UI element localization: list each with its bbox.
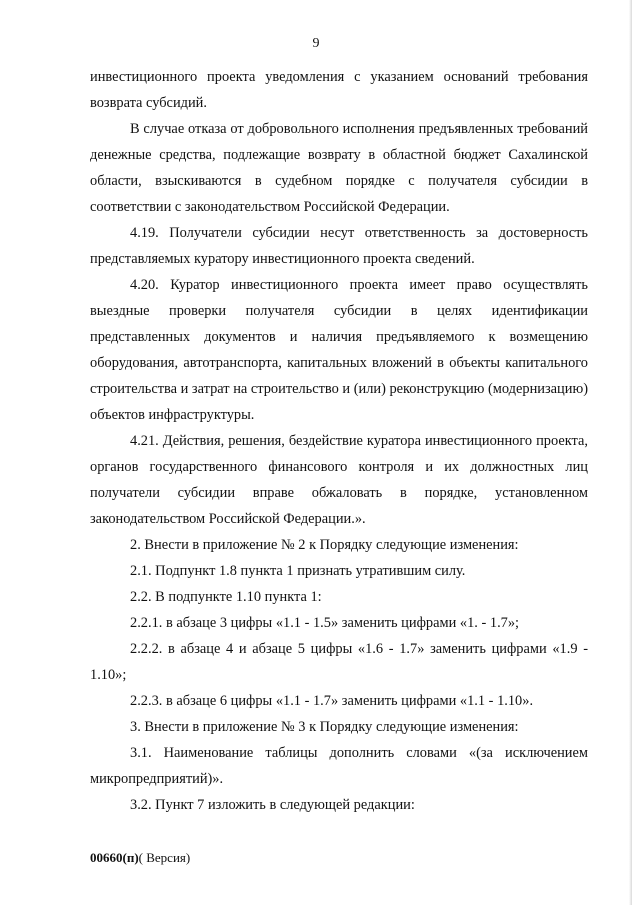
page-number: 9 <box>312 36 320 51</box>
paragraph: 3.2. Пункт 7 изложить в следующей редакции: <box>130 797 415 813</box>
paragraph: 4.20. Куратор инвестиционного проекта имеет право осуществлять выездные проверки получателя субсидии в целях идентификации представленных документов и наличия предъявляемого к возмещению оборудования, автотранспорта, капитальных вложений в объекты капитального строительства и затрат на строительство и (или) реконструкцию (модернизацию) объектов инфраструктуры. <box>90 277 589 423</box>
paragraph: 4.19. Получатели субсидии несут ответственность за достоверность представляемых куратору инвестиционного проекта сведений. <box>90 225 588 267</box>
paragraph: 2.2.1. в абзаце 3 цифры «1.1 - 1.5» заменить цифрами «1. - 1.7»; <box>130 615 520 631</box>
footer-code: 00660(п) <box>90 850 139 865</box>
paragraph: 2.2.3. в абзаце 6 цифры «1.1 - 1.7» заменить цифрами «1.1 - 1.10». <box>130 693 534 709</box>
document-body <box>90 64 588 818</box>
paragraph: 2.1. Подпункт 1.8 пункта 1 признать утратившим силу. <box>130 563 466 579</box>
paragraph: 3. Внести в приложение № 3 к Порядку следующие изменения: <box>130 719 519 735</box>
paragraph: 2.2. В подпункте 1.10 пункта 1: <box>130 589 322 605</box>
paragraph: 2.2.2. в абзаце 4 и абзаце 5 цифры «1.6 - 1.7» заменить цифрами «1.9 - 1.10»; <box>90 641 588 683</box>
paragraph: 2. Внести в приложение № 2 к Порядку следующие изменения: <box>130 537 519 553</box>
paragraph: инвестиционного проекта уведомления с указанием оснований требования возврата субсидий. <box>90 69 588 111</box>
footer-version: ( Версия) <box>138 850 191 865</box>
footer-document-code <box>90 850 190 866</box>
paragraph: В случае отказа от добровольного исполнения предъявленных требований денежные средства, подлежащие возврату в областной бюджет Сахалинской области, взыскиваются в судебном порядке с получателя субсидии в соответствии с законодательством Российской Федерации. <box>90 121 588 215</box>
paragraph: 4.21. Действия, решения, бездействие куратора инвестиционного проекта, органов государственного финансового контроля и их должностных лиц получатели субсидии вправе обжаловать в порядке, установленном законодательством Российской Федерации.». <box>90 433 588 527</box>
paragraph: 3.1. Наименование таблицы дополнить словами «(за исключением микропредприятий)». <box>90 745 588 787</box>
